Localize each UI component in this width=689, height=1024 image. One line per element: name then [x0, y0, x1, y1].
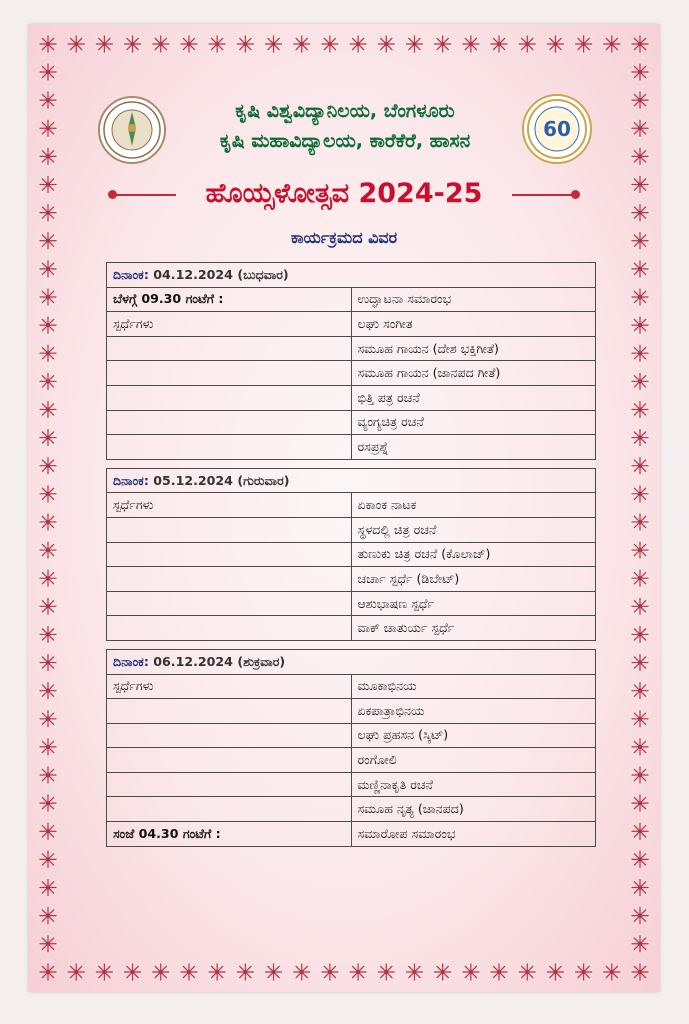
border-star-icon — [125, 964, 141, 980]
programme-subtitle: ಕಾರ್ಯಕ್ರಮದ ವಿವರ — [290, 228, 398, 247]
border-star-icon — [40, 514, 56, 530]
schedule-time-or-category — [107, 591, 352, 616]
border-star-icon — [632, 486, 648, 502]
schedule-row — [107, 312, 596, 337]
poster-card — [28, 24, 660, 992]
schedule-event: ಏಕಪಾತ್ರಾಭಿನಯ — [351, 699, 596, 724]
border-star-icon — [519, 36, 535, 52]
title-rule-right — [512, 194, 572, 196]
schedule-time-or-category — [107, 699, 352, 724]
border-star-icon — [40, 345, 56, 361]
border-star-icon — [237, 36, 253, 52]
border-star-icon — [40, 401, 56, 417]
border-star-icon — [547, 964, 563, 980]
border-star-icon — [96, 36, 112, 52]
schedule-time-or-category: ಬೆಳಗ್ಗೆ 09.30 ಗಂಟೆಗೆ : — [107, 287, 352, 312]
anniversary-logo — [522, 94, 592, 164]
schedule-time-or-category — [107, 435, 352, 460]
border-star-icon — [435, 36, 451, 52]
date-label: ದಿನಾಂಕ: — [113, 266, 149, 282]
border-star-icon — [463, 964, 479, 980]
border-star-icon — [40, 92, 56, 108]
border-star-icon — [406, 964, 422, 980]
border-star-icon — [266, 964, 282, 980]
border-star-icon — [576, 36, 592, 52]
border-star-icon — [40, 570, 56, 586]
day-spacer — [107, 640, 596, 649]
border-star-icon — [632, 205, 648, 221]
schedule-time-or-category — [107, 616, 352, 641]
border-star-icon — [632, 655, 648, 671]
border-star-icon — [519, 964, 535, 980]
border-star-icon — [40, 880, 56, 896]
border-star-icon — [40, 542, 56, 558]
border-star-icon — [266, 36, 282, 52]
border-star-icon — [406, 36, 422, 52]
border-star-icon — [40, 626, 56, 642]
date-row — [107, 468, 596, 493]
schedule-time-or-category — [107, 361, 352, 386]
schedule-event: ಮಣ್ಣಿನಾಕೃತಿ ರಚನೆ — [351, 772, 596, 797]
border-star-icon — [576, 964, 592, 980]
border-star-icon — [153, 36, 169, 52]
border-star-icon — [68, 36, 84, 52]
border-star-icon — [632, 289, 648, 305]
schedule-time-or-category: ಸ್ಪರ್ಧೆಗಳು — [107, 493, 352, 518]
college-name: ಕೃಷಿ ಮಹಾವಿದ್ಯಾಲಯ, ಕಾರೆಕೆರೆ, ಹಾಸನ — [219, 130, 471, 152]
border-star-icon — [632, 148, 648, 164]
border-star-icon — [632, 514, 648, 530]
border-star-icon — [435, 964, 451, 980]
border-star-icon — [632, 936, 648, 952]
schedule-row — [107, 674, 596, 699]
date-row — [107, 263, 596, 288]
border-star-icon — [632, 430, 648, 446]
border-star-icon — [604, 36, 620, 52]
border-star-icon — [632, 261, 648, 277]
schedule-event: ಏಕಾಂಕ ನಾಟಕ — [351, 493, 596, 518]
schedule-time-or-category — [107, 567, 352, 592]
border-star-icon — [153, 964, 169, 980]
border-star-icon — [632, 964, 648, 980]
border-star-icon — [40, 120, 56, 136]
schedule-row — [107, 542, 596, 567]
border-star-icon — [40, 823, 56, 839]
border-star-icon — [40, 233, 56, 249]
date-row — [107, 649, 596, 674]
border-star-icon — [322, 36, 338, 52]
schedule-event: ತುಣುಕು ಚಿತ್ರ ರಚನೆ (ಕೊಲಾಜ್) — [351, 542, 596, 567]
border-star-icon — [40, 176, 56, 192]
schedule-time-or-category — [107, 385, 352, 410]
border-star-icon — [632, 64, 648, 80]
border-star-icon — [378, 36, 394, 52]
border-star-icon — [632, 36, 648, 52]
schedule-event: ಸಮೂಹ ನೃತ್ಯ (ಜಾನಪದ) — [351, 797, 596, 822]
border-star-icon — [632, 92, 648, 108]
schedule-row — [107, 797, 596, 822]
schedule-event: ಭಿತ್ತಿ ಪತ್ರ ರಚನೆ — [351, 385, 596, 410]
day-spacer — [107, 459, 596, 468]
border-star-icon — [491, 964, 507, 980]
schedule-row — [107, 410, 596, 435]
border-star-icon — [40, 36, 56, 52]
border-star-icon — [632, 373, 648, 389]
border-star-icon — [632, 626, 648, 642]
border-star-icon — [632, 880, 648, 896]
border-star-icon — [40, 317, 56, 333]
border-star-icon — [632, 739, 648, 755]
border-star-icon — [632, 458, 648, 474]
border-star-icon — [209, 964, 225, 980]
schedule-event: ಉದ್ಘಾಟನಾ ಸಮಾರಂಭ — [351, 287, 596, 312]
schedule-time-or-category — [107, 748, 352, 773]
border-star-icon — [40, 289, 56, 305]
schedule-time-or-category — [107, 336, 352, 361]
university-logo — [98, 96, 166, 164]
border-star-icon — [632, 542, 648, 558]
schedule-event: ಚರ್ಚಾ ಸ್ಪರ್ಧೆ (ಡಿಬೇಟ್) — [351, 567, 596, 592]
border-star-icon — [604, 964, 620, 980]
border-star-icon — [40, 739, 56, 755]
title-rule-left — [116, 194, 176, 196]
schedule-event: ಆಶುಭಾಷಣ ಸ್ಪರ್ಧೆ — [351, 591, 596, 616]
date-value: 05.12.2024 (ಗುರುವಾರ) — [153, 472, 290, 488]
date-value: 06.12.2024 (ಶುಕ್ರವಾರ) — [153, 653, 286, 669]
schedule-event: ಲಘು ಸಂಗೀತ — [351, 312, 596, 337]
border-star-icon — [547, 36, 563, 52]
svg-text:60: 60 — [543, 117, 571, 141]
border-star-icon — [463, 36, 479, 52]
border-star-icon — [632, 795, 648, 811]
schedule-row — [107, 772, 596, 797]
schedule-row — [107, 616, 596, 641]
border-star-icon — [632, 570, 648, 586]
border-star-icon — [632, 683, 648, 699]
schedule-row — [107, 517, 596, 542]
schedule-row — [107, 748, 596, 773]
event-title: ಹೊಯ್ಸಳೋತ್ಸವ 2024-25 — [205, 178, 483, 209]
schedule-row — [107, 591, 596, 616]
border-star-icon — [40, 458, 56, 474]
border-star-icon — [40, 795, 56, 811]
border-star-icon — [40, 64, 56, 80]
border-star-icon — [181, 964, 197, 980]
schedule-row — [107, 361, 596, 386]
schedule-row — [107, 822, 596, 847]
schedule-time-or-category: ಸಂಜೆ 04.30 ಗಂಟೆಗೆ : — [107, 822, 352, 847]
border-star-icon — [294, 36, 310, 52]
border-star-icon — [209, 36, 225, 52]
border-star-icon — [40, 205, 56, 221]
border-star-icon — [237, 964, 253, 980]
border-star-icon — [491, 36, 507, 52]
date-label: ದಿನಾಂಕ: — [113, 472, 149, 488]
schedule-event: ಸಮಾರೋಪ ಸಮಾರಂಭ — [351, 822, 596, 847]
border-star-icon — [40, 655, 56, 671]
border-star-icon — [40, 430, 56, 446]
schedule-time-or-category: ಸ್ಪರ್ಧೆಗಳು — [107, 674, 352, 699]
border-star-icon — [378, 964, 394, 980]
schedule-time-or-category — [107, 517, 352, 542]
border-star-icon — [40, 598, 56, 614]
border-star-icon — [68, 964, 84, 980]
border-star-icon — [632, 908, 648, 924]
border-star-icon — [350, 36, 366, 52]
schedule-event: ಸಮೂಹ ಗಾಯನ (ದೇಶ ಭಕ್ತಿಗೀತೆ) — [351, 336, 596, 361]
border-star-icon — [40, 148, 56, 164]
university-name: ಕೃಷಿ ವಿಶ್ವವಿದ್ಯಾನಿಲಯ, ಬೆಂಗಳೂರು — [235, 100, 455, 122]
schedule-row — [107, 699, 596, 724]
border-star-icon — [40, 261, 56, 277]
schedule-event: ರಸಪ್ರಶ್ನೆ — [351, 435, 596, 460]
schedule-row — [107, 287, 596, 312]
schedule-time-or-category — [107, 772, 352, 797]
schedule-row — [107, 336, 596, 361]
border-star-icon — [40, 964, 56, 980]
border-star-icon — [40, 908, 56, 924]
schedule-row — [107, 567, 596, 592]
schedule-row — [107, 493, 596, 518]
border-star-icon — [632, 176, 648, 192]
border-star-icon — [632, 598, 648, 614]
border-star-icon — [632, 767, 648, 783]
schedule-row — [107, 385, 596, 410]
border-star-icon — [322, 964, 338, 980]
schedule-row — [107, 435, 596, 460]
date-value: 04.12.2024 (ಬುಧವಾರ) — [153, 266, 289, 282]
border-star-icon — [40, 711, 56, 727]
schedule-event: ಮೂಕಾಭಿನಯ — [351, 674, 596, 699]
schedule-event: ಲಘು ಪ್ರಹಸನ (ಸ್ಕಿಟ್) — [351, 723, 596, 748]
border-star-icon — [350, 964, 366, 980]
border-star-icon — [40, 373, 56, 389]
schedule-time-or-category — [107, 723, 352, 748]
date-label: ದಿನಾಂಕ: — [113, 653, 149, 669]
border-star-icon — [181, 36, 197, 52]
schedule-time-or-category — [107, 542, 352, 567]
border-star-icon — [96, 964, 112, 980]
border-star-icon — [632, 345, 648, 361]
schedule-row — [107, 723, 596, 748]
schedule-event: ರಂಗೋಲಿ — [351, 748, 596, 773]
schedule-time-or-category — [107, 797, 352, 822]
border-star-icon — [40, 683, 56, 699]
border-star-icon — [40, 767, 56, 783]
schedule-time-or-category — [107, 410, 352, 435]
border-star-icon — [632, 233, 648, 249]
schedule-event: ವ್ಯಂಗ್ಯಚಿತ್ರ ರಚನೆ — [351, 410, 596, 435]
border-star-icon — [632, 120, 648, 136]
border-star-icon — [294, 964, 310, 980]
border-star-icon — [125, 36, 141, 52]
schedule-event: ಸ್ಥಳದಲ್ಲಿ ಚಿತ್ರ ರಚನೆ — [351, 517, 596, 542]
schedule-event: ಸಮೂಹ ಗಾಯನ (ಜಾನಪದ ಗೀತೆ) — [351, 361, 596, 386]
border-star-icon — [632, 401, 648, 417]
border-star-icon — [632, 823, 648, 839]
title-dot-right — [571, 190, 580, 199]
schedule-time-or-category: ಸ್ಪರ್ಧೆಗಳು — [107, 312, 352, 337]
border-star-icon — [40, 486, 56, 502]
border-star-icon — [40, 851, 56, 867]
border-star-icon — [40, 936, 56, 952]
schedule-table — [106, 262, 596, 847]
schedule-event: ವಾಕ್ ಚಾತುರ್ಯ ಸ್ಪರ್ಧೆ — [351, 616, 596, 641]
border-star-icon — [632, 317, 648, 333]
border-star-icon — [632, 851, 648, 867]
border-star-icon — [632, 711, 648, 727]
